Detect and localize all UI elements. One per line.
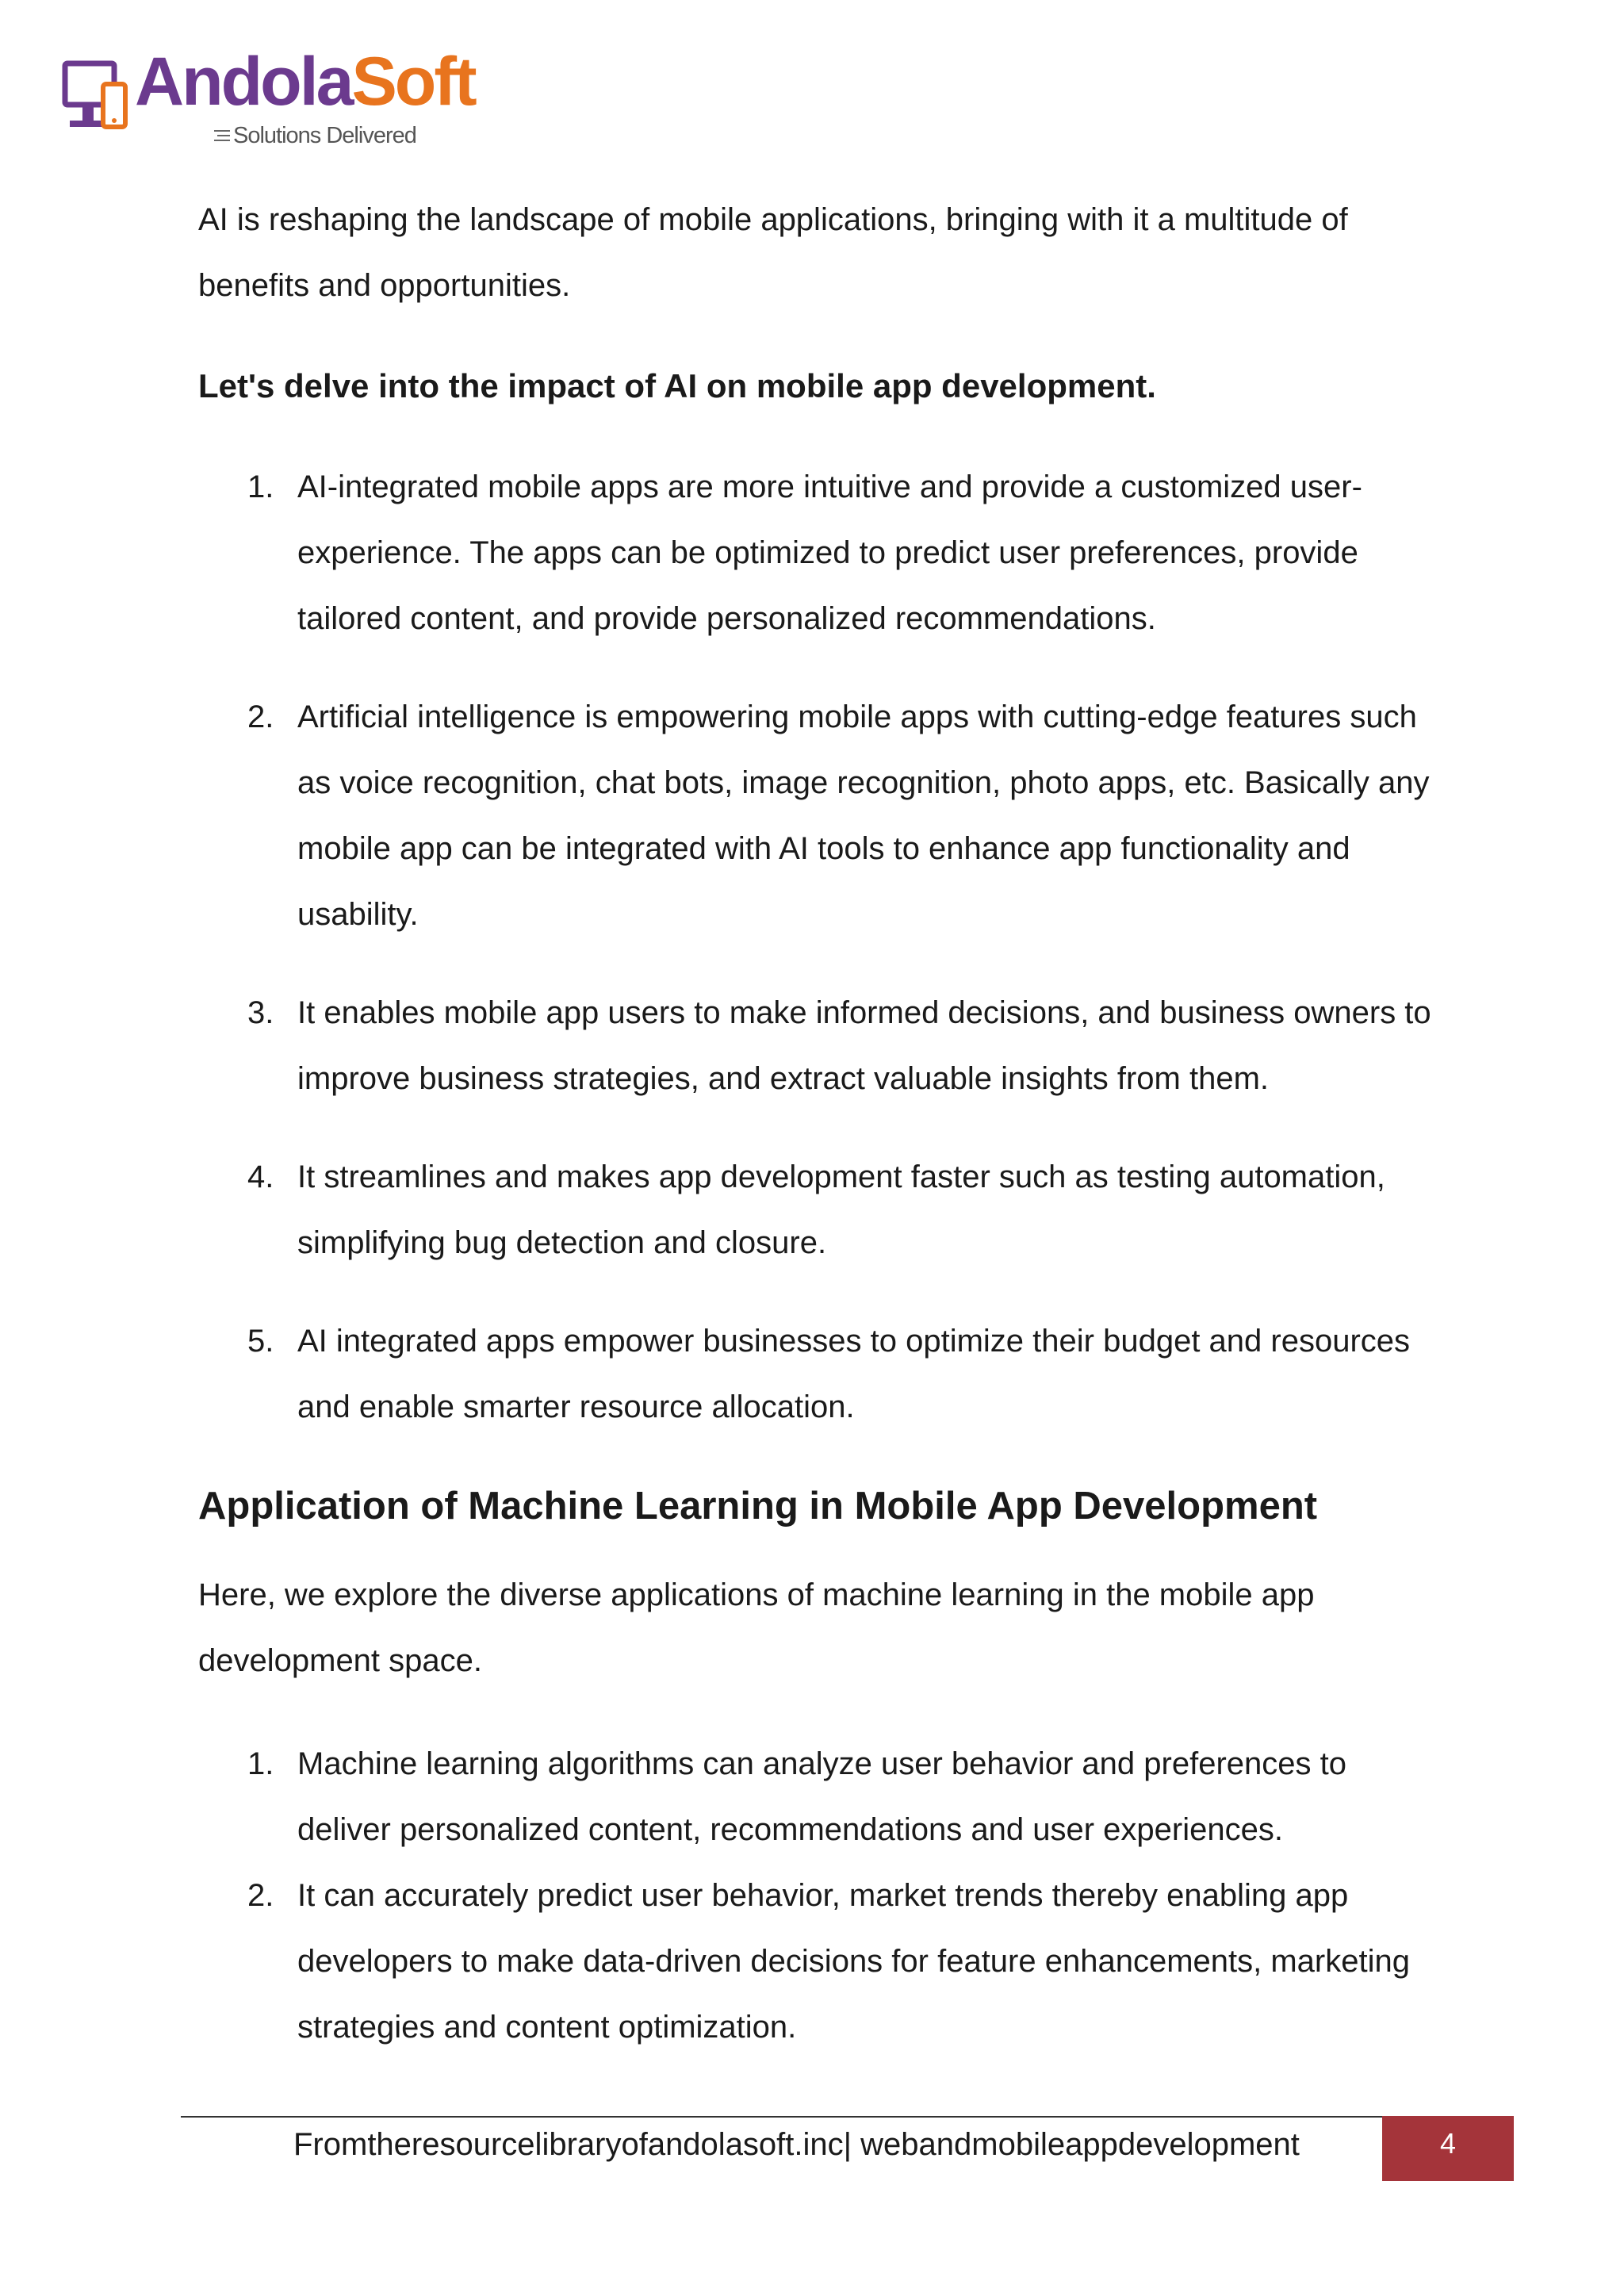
devices-icon [62,57,133,136]
brand-part-andola: Andola [135,44,352,120]
list-item [198,684,1447,948]
list-item [198,454,1447,652]
brand-tagline [214,123,416,149]
list-item [198,1144,1447,1276]
list-number: 5. [247,1324,274,1359]
ml-list [198,1731,1467,2060]
brand-part-soft: Soft [351,44,475,120]
list-item-text: Machine learning algorithms can analyze user behavior and preferences to deliver personalized content, recommendations and user experiences. [297,1746,1346,1847]
ml-section-heading: Application of Machine Learning in Mobile App Development [198,1485,1318,1527]
ml-intro-paragraph: Here, we explore the diverse applications of machine learning in the mobile app development space. [198,1577,1315,1678]
list-number: 2. [247,1878,274,1913]
list-item [198,1731,1447,1863]
list-number: 1. [247,470,274,504]
footer-text: Fromtheresourcelibraryofandolasoft.inc| webandmobileappdevelopment [293,2127,1300,2162]
list-item-text: Artificial intelligence is empowering mobile apps with cutting-edge features such as voice recognition, chat bots, image recognition, photo apps, etc. Basically any mobile app can be integrated with AI tools to enhance app functionality and usability. [297,700,1430,932]
page-number: 4 [1382,2116,1514,2181]
list-number: 1. [247,1746,274,1781]
list-number: 4. [247,1159,274,1194]
company-logo [62,44,475,151]
impact-list [198,454,1467,1440]
impact-heading: Let's delve into the impact of AI on mobile app development. [198,367,1156,404]
list-item [198,980,1447,1112]
list-item-text: AI integrated apps empower businesses to optimize their budget and resources and enable smarter resource allocation. [297,1324,1411,1424]
list-item-text: AI-integrated mobile apps are more intuitive and provide a customized user-experience. The apps can be optimized to predict user preferences, provide tailored content, and provide personalized recommendations. [297,470,1362,636]
list-item [198,1863,1447,2060]
list-item-text: It can accurately predict user behavior, market trends thereby enabling app developers to make data-driven decisions for feature enhancements, marketing strategies and content optimization. [297,1878,1410,2045]
intro-paragraph: AI is reshaping the landscape of mobile applications, bringing with it a multitude of benefits and opportunities. [198,202,1348,303]
list-number: 3. [247,995,274,1030]
brand-wordmark [135,44,475,120]
list-item-text: It enables mobile app users to make informed decisions, and business owners to improve business strategies, and extract valuable insights from them. [297,995,1431,1096]
list-item-text: It streamlines and makes app development faster such as testing automation, simplifying bug detection and closure. [297,1159,1385,1260]
footer-divider [181,2116,1382,2118]
list-item [198,1309,1447,1440]
tagline-lines-icon [214,130,230,141]
list-number: 2. [247,700,274,734]
tagline-text: Solutions Delivered [233,123,416,148]
